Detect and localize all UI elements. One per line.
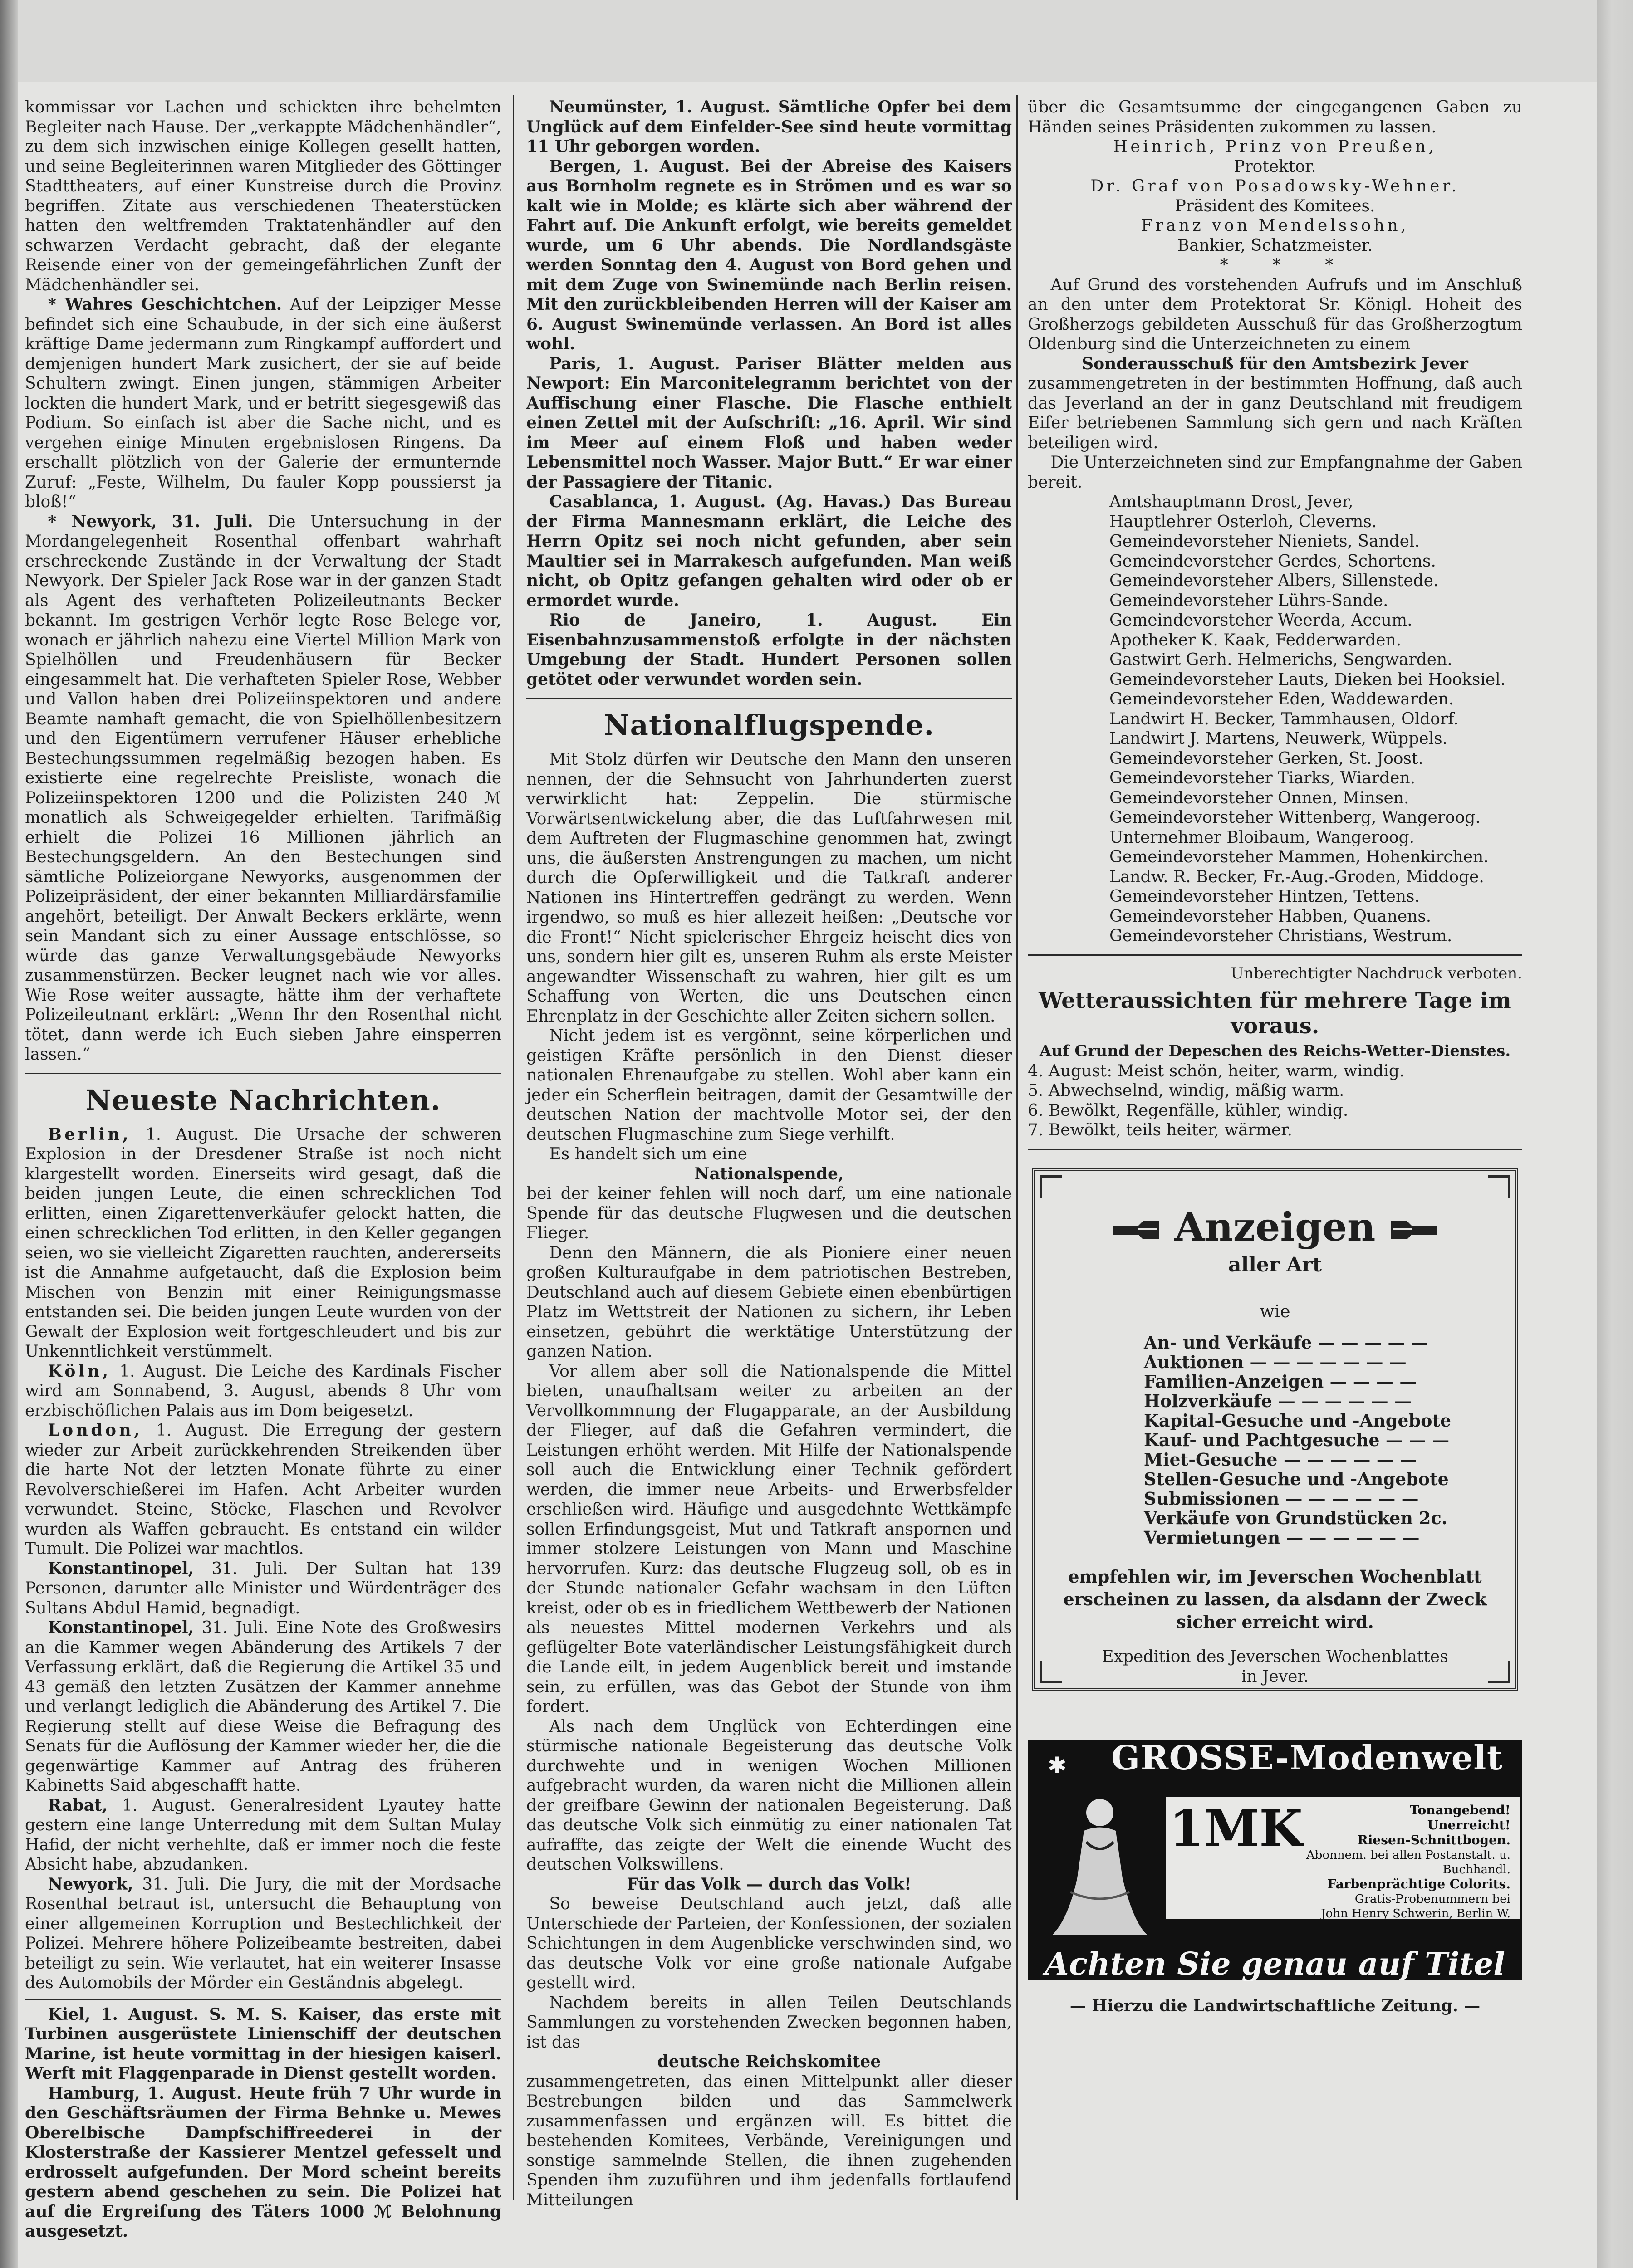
committee-member: Amtshauptmann Drost, Jever,	[1109, 493, 1353, 511]
committee-member: Gemeindevorsteher Albers, Sillenstede.	[1109, 572, 1439, 590]
fashion-lady-illustration	[1043, 1788, 1157, 1937]
ad2-price: 1MK	[1169, 1799, 1303, 1857]
ad2-info-box	[1166, 1797, 1520, 1919]
committee-member: Apotheker K. Kaak, Fedderwarden.	[1109, 631, 1402, 650]
separator-stars: * * *	[1220, 256, 1353, 274]
ad-category-item: An- und Verkäufe — — — — —	[1144, 1332, 1428, 1353]
ad-title	[1062, 1202, 1488, 1252]
page-binding-shadow	[0, 0, 18, 2268]
ad2-slogan: Achten Sie genau auf Titel	[1045, 1946, 1505, 1982]
ornament-corner	[1488, 1661, 1510, 1683]
ad-category-item: Holzverkäufe — — — — — —	[1144, 1390, 1412, 1411]
divider	[526, 698, 1012, 699]
news-text: 31. Juli. Der Sultan hat 139 Personen, darunter alle Minister und Würdenträger des Sultans Abdul Hamid, begnadigt.	[25, 1559, 501, 1618]
news-item	[25, 1796, 501, 1875]
news-text: 31. Juli. Die Jury, die mit der Mordsache Rosenthal betraut ist, untersucht die Behauptung von einer allgemeinen Korruption und Bestechlichkeit der Polizei. Mehrere höhere Polizeibeamte bestreiten, dabei beteiligt zu sein. Wie verlautet, hat ein weiterer Insasse des Automobils der Mörder ein Geständnis abgelegt.	[25, 1875, 501, 1992]
paragraph: bei der keiner fehlen will noch darf, um eine nationale Spende für das deutsche Flugwesen und die deutschen Flieger.	[526, 1184, 1012, 1242]
weather-forecast-day: 5. Abwechselnd, windig, mäßig warm.	[1028, 1081, 1344, 1100]
advertisement-anzeigen	[1032, 1168, 1518, 1691]
news-item	[25, 1125, 501, 1362]
dateline: Berlin,	[48, 1124, 132, 1144]
ad-line: Expedition des Jeverschen Wochenblattes	[1102, 1647, 1448, 1666]
ad2-line: Gratis-Probenummern bei	[1354, 1892, 1510, 1906]
divider	[25, 1073, 501, 1074]
dateline: Konstantinopel,	[48, 1559, 194, 1578]
ad-line: empfehlen wir, im Jeverschen Wochenblatt	[1068, 1566, 1482, 1587]
paragraph: über die Gesamtsumme der eingegangenen Gaben zu Händen seines Präsidenten zukommen zu lassen.	[1028, 98, 1522, 137]
ad-category-list	[1144, 1333, 1488, 1547]
paragraph: Nicht jedem ist es vergönnt, seine körperlichen und geistigen Kräfte persönlich in den Dienst dieser nationalen Ehrenaufgabe zu stellen. Wohl aber kann ein jeder ein Scherflein beitragen, damit der Gesamtwille der deutschen Nation der machtvolle Motor sei, der den deutschen Flugmaschine zum Siege verhilft.	[526, 1026, 1012, 1144]
ornament-corner	[1488, 1175, 1510, 1198]
ad-line: erscheinen zu lassen, da alsdann der Zweck	[1063, 1589, 1487, 1609]
article-heading: * Newyork, 31. Juli.	[48, 512, 253, 531]
committee-member: Gastwirt Gerh. Helmerichs, Sengwarden.	[1109, 650, 1452, 669]
news-item-kiel: Kiel, 1. August. S. M. S. Kaiser, das erste mit Turbinen ausgerüstete Linienschiff der deutschen Marine, ist heute vormittag in der hiesigen kaiserl. Werft mit Flaggenparade in Dienst gestellt worden.	[25, 2004, 501, 2083]
telegram-rio: Rio de Janeiro, 1. August. Ein Eisenbahnzusammenstoß erfolgte in der nächsten Umgebung der Stadt. Hundert Personen sollen getötet oder verwundet worden sein.	[526, 611, 1012, 689]
telegram-neumuenster: Neumünster, 1. August. Sämtliche Opfer bei dem Unglück auf dem Einfelder-See sind heute vormittag 11 Uhr geborgen worden.	[526, 98, 1012, 156]
dateline: Köln,	[48, 1361, 111, 1381]
supplement-note: — Hierzu die Landwirtschaftliche Zeitung. —	[1069, 1996, 1481, 2015]
news-item	[25, 1559, 501, 1618]
committee-member: Gemeindevorsteher Eden, Waddewarden.	[1109, 690, 1454, 709]
paragraph: Auf Grund des vorstehenden Aufrufs und im Anschluß an den unter dem Protektorat Sr. Königl. Hoheit des Großherzogs gebildeten Ausschuß für das Großherzogtum Oldenburg sind die Unterzeichneten zu einem	[1028, 275, 1522, 353]
committee-member: Landw. R. Becker, Fr.-Aug.-Groden, Middoge.	[1109, 867, 1484, 886]
divider	[1028, 954, 1522, 956]
ad-wie: wie	[1260, 1301, 1290, 1321]
ad-category-item: Submissionen — — — — — —	[1144, 1488, 1419, 1509]
dateline: Konstantinopel,	[48, 1618, 194, 1637]
article-newyork	[25, 512, 501, 1065]
section-heading-nationalflugspende: Nationalflugspende.	[603, 709, 935, 742]
section-heading-neueste-nachrichten: Neueste Nachrichten.	[85, 1083, 441, 1117]
paragraph: zusammengetreten, das einen Mittelpunkt aller dieser Bestrebungen bilden und das Sammelwerk zusammenfassen und ergänzen will. Es bittet die bestehenden Komitees, Verbände, Vereinigungen und sonstige sammelnde Stellen, die ihnen zugehenden Spenden ihm zuzuführen und ihm jedenfalls fortlaufend Mitteilungen	[526, 2072, 1012, 2209]
dateline: Rabat,	[48, 1795, 108, 1815]
ad2-line: Farbenprächtige Colorits.	[1327, 1876, 1510, 1892]
ad2-line: Riesen-Schnittbogen.	[1357, 1832, 1510, 1848]
ad-line: in Jever.	[1241, 1667, 1309, 1686]
divider	[25, 1999, 501, 2000]
ornament-corner	[1040, 1175, 1062, 1198]
paragraph: Die Unterzeichneten sind zur Empfangnahme der Gaben bereit.	[1028, 453, 1522, 492]
committee-member: Hauptlehrer Osterloh, Cleverns.	[1109, 512, 1377, 531]
telegram-paris: Paris, 1. August. Pariser Blätter melden aus Newport: Ein Marconitelegramm berichtet von der Auffischung einer Flasche. Die Flasche enthielt einen Zettel mit der Aufschrift: „16. April. Wir sind im Meer auf einem Floß und haben weder Lebensmittel noch Wasser. Major Butt.“ Er war einer der Passagiere der Titanic.	[526, 354, 1012, 492]
ad-recommendation	[1062, 1565, 1488, 1633]
star-icon: ✱	[1048, 1752, 1067, 1779]
article-wahres-geschichtchen	[25, 295, 501, 512]
committee-member: Gemeindevorsteher Habben, Quanens.	[1109, 907, 1432, 926]
column-2	[526, 98, 1012, 2229]
ad2-line: Abonnem. bei allen Postanstalt. u. Buchhandl.	[1306, 1848, 1510, 1877]
ad-category-item: Miet-Gesuche — — — — — —	[1144, 1449, 1417, 1470]
committee-list	[1109, 492, 1522, 946]
weather-forecast-day: 7. Bewölkt, teils heiter, wärmer.	[1028, 1121, 1292, 1139]
news-item	[25, 1618, 501, 1796]
ad2-line: John Henry Schwerin, Berlin W.	[1321, 1906, 1510, 1921]
committee-member: Gemeindevorsteher Gerken, St. Joost.	[1109, 749, 1423, 768]
ad-category-item: Verkäufe von Grundstücken 2c.	[1144, 1507, 1447, 1528]
ad-title-text: Anzeigen	[1174, 1204, 1376, 1250]
signatory-title: Bankier, Schatzmeister.	[1177, 236, 1373, 255]
subheading-nationalspende: Nationalspende,	[694, 1164, 844, 1183]
ad-subtitle: aller Art	[1228, 1253, 1322, 1276]
weather-heading: Wetteraussichten für mehrere Tage im voraus.	[1039, 988, 1511, 1039]
news-text: 1. August. Die Leiche des Kardinals Fischer wird am Sonnabend, 3. August, abends 8 Uhr vom erzbischöflichen Palais aus im Dom beigesetzt.	[25, 1362, 501, 1420]
paragraph: Denn den Männern, die als Pioniere einer neuen großen Kulturaufgabe in dem patriotischen Bestreben, Deutschland auch auf diesem Gebiete einen ebenbürtigen Platz im Wettstreit der Nationen zu sichern, ihr Leben einsetzen, gebührt die werktätige Unterstützung der ganzen Nation.	[526, 1243, 1012, 1361]
telegram-casablanca: Casablanca, 1. August. (Ag. Havas.) Das Bureau der Firma Mannesmann erklärt, die Leiche des Herrn Opitz sei noch nicht gefunden, aber sein Maultier sei in Marrakesch aufgefunden. Man weiß nicht, ob Opitz gefangen gehalten wird oder ob er ermordet wurde.	[526, 492, 1012, 610]
weather-forecast-day: 4. August: Meist schön, heiter, warm, windig.	[1028, 1061, 1405, 1080]
ad-category-item: Auktionen — — — — — — —	[1144, 1351, 1407, 1372]
ad2-line: Unerreicht!	[1427, 1817, 1510, 1833]
column-rule-2	[1016, 95, 1018, 2200]
article-heading: * Wahres Geschichtchen.	[48, 295, 282, 314]
committee-member: Gemeindevorsteher Christians, Westrum.	[1109, 927, 1452, 945]
committee-member: Gemeindevorsteher Lührs-Sande.	[1109, 591, 1388, 610]
committee-member: Gemeindevorsteher Tiarks, Wiarden.	[1109, 769, 1416, 787]
committee-member: Gemeindevorsteher Gerdes, Schortens.	[1109, 552, 1436, 571]
news-item	[25, 1362, 501, 1421]
committee-member: Landwirt J. Martens, Neuwerk, Wüppels.	[1109, 729, 1447, 748]
committee-member: Gemeindevorsteher Wittenberg, Wangeroog.	[1109, 808, 1481, 827]
slogan: Für das Volk — durch das Volk!	[627, 1874, 912, 1894]
ornament-corner	[1040, 1661, 1062, 1683]
news-item	[25, 1421, 501, 1559]
paragraph: So beweise Deutschland auch jetzt, daß alle Unterschiede der Parteien, der Konfessionen, der sozialen Schichtungen in dem Augenblicke verschwinden sind, wo das deutsche Volk vor eine große nationale Aufgabe gestellt wird.	[526, 1895, 1012, 1992]
news-text: 1. August. Die Ursache der schweren Explosion in der Dresdener Straße ist noch nicht klargestellt worden. Einerseits wird gesagt, daß die beiden jungen Leute, die einen schrecklichen Tod erlitten, einen Zigarettenverkäufer gelockt hatten, die einen schrecklichen Tod erlitten, in den Keller gegangen seien, wo sie vielleicht Zigaretten rauchten, andererseits ist die Annahme aufgetaucht, daß die Explosion beim Mischen von Benzin mit einer Reinigungsmasse entstanden sei. Die beiden jungen Leute wurden von der Gewalt der Explosion weit fortgeschleudert und bis zur Unkenntlichkeit verstümmelt.	[25, 1125, 501, 1361]
committee-member: Gemeindevorsteher Mammen, Hohenkirchen.	[1109, 848, 1489, 866]
committee-member: Landwirt H. Becker, Tammhausen, Oldorf.	[1109, 709, 1459, 728]
dateline: London,	[48, 1421, 143, 1440]
committee-member: Gemeindevorsteher Nieniets, Sandel.	[1109, 532, 1420, 551]
signatory-title: Präsident des Komitees.	[1175, 196, 1375, 215]
subheading-reichskomitee: deutsche Reichskomitee	[657, 2052, 881, 2071]
ad2-line: Tonangebend!	[1409, 1802, 1510, 1818]
pointing-hand-icon	[1111, 1217, 1161, 1244]
news-text: 1. August. Generalresident Lyautey hatte gestern eine lange Unterredung mit dem Sultan Mulay Hafid, der nicht verhehlte, daß er immer noch die feste Absicht habe, abzudanken.	[25, 1796, 501, 1874]
column-3	[1028, 98, 1522, 2229]
ad-line: sicher erreicht wird.	[1176, 1611, 1374, 1632]
article-continuation: kommissar vor Lachen und schickten ihre behelmten Begleiter nach Hause. Der „verkappte Mädchenhändler“, zu dem sich inzwischen einige Kollegen gesellt hatten, und seine Begleiterinnen waren Mitglieder des Göttinger Stadttheaters, auf einer Kunstreise durch die Provinz begriffen. Zitate aus verschiedenen Theaterstücken hatten den weltfremden Traktatenhändler auf den schwarzen Verdacht gebracht, daß der elegante Reisende einer von der gemeingefährlichen Zunft der Mädchenhändler sei.	[25, 98, 501, 294]
news-text: 1. August. Die Erregung der gestern wieder zur Arbeit zurückkehrenden Streikenden über die harte Not der letzten Monate führte zu einer Revolverschießerei im Hafen. Acht Arbeiter wurden verwundet. Steine, Stöcke, Flaschen und Revolver wurden als Waffen gebraucht. Es entstand ein wilder Tumult. Die Polizei war machtlos.	[25, 1421, 501, 1558]
ad-category-item: Stellen-Gesuche und -Angebote	[1144, 1468, 1449, 1489]
paragraph: Vor allem aber soll die Nationalspende die Mittel bieten, unaufhaltsam weiter zu arbeiten an der Vervollkommnung der Flugapparate, an der Ausbildung der Flieger, auf daß die Gefahren vermindert, die Leistungen erhöht werden. Mit Hilfe der Nationalspende soll auch die Entwicklung einer Technik gefördert werden, die immer neue Arbeits- und Erwerbsfelder erschließen wird. Häufige und ausgedehnte Wettkämpfe sollen Erfindungsgeist, Mut und Tatkraft anspornen und immer stolzere Leistungen von Mann und Maschine hervorrufen. Kurz: das deutsche Flugzeug soll, ob es in der Stunde nationaler Gefahr wachsam in den Lüften kreist, oder ob es in friedlichem Wettbewerb der Nationen als neuestes Mittel modernen Verkehrs und als geflügelter Bote vaterländischer Leistungsfähigkeit durch die Lande eilt, in jedem Augenblick bereit und imstande sein, zu erfüllen, was das Gebot der Stunde von ihm fordert.	[526, 1362, 1012, 1716]
divider	[1028, 1149, 1522, 1150]
news-text: 31. Juli. Eine Note des Großwesirs an die Kammer wegen Abänderung des Artikels 7 der Verfassung erklärt, daß die Regierung die Artikel 35 und 43 gemäß den letzten Zusätzen der Kammer annehme und verlangt lediglich die Abänderung des Artikel 7. Die Regierung stellt auf diese Weise die Befragung des Senats für die Auflösung der Kammer wieder her, die die gegenwärtige Kammer auf Antrag des früheren Kabinetts Said abgeschafft hatte.	[25, 1618, 501, 1795]
ad2-title: GROSSE-Modenwelt	[1111, 1738, 1503, 1778]
article-body: Auf der Leipziger Messe befindet sich eine Schaubude, in der sich eine äußerst kräftige Dame jedermann zum Ringkampf auffordert und demjenigen hundert Mark zusichert, der sie auf beide Schultern zwingt. Einen jungen, stämmigen Arbeiter lockten die hundert Mark, und er betritt siegesgewiß das Podium. So einfach ist aber die Sache nicht, und es vergehen einige Minuten ergebnislosen Ringens. Da erschallt plötzlich von der Galerie der ermunternde Zuruf: „Feste, Wilhelm, Du fauler Kopp poussierst ja bloß!“	[25, 295, 501, 511]
weather-list	[1028, 1061, 1522, 1140]
news-item-hamburg: Hamburg, 1. August. Heute früh 7 Uhr wurde in den Geschäftsräumen der Firma Behnke u. Mewes Oberelbische Dampfschiffreederei in der Klosterstraße der Kassierer Mentzel gefesselt und erdrosselt aufgefunden. Der Mord scheint bereits gestern abend geschehen zu sein. Die Polizei hat auf die Ergreifung des Täters 1000 ℳ Belohnung ausgesetzt.	[25, 2083, 501, 2241]
paragraph: Mit Stolz dürfen wir Deutsche den Mann den unseren nennen, der die Sehnsucht von Jahrhunderten zuerst verwirklicht hat: Zeppelin. Die stürmische Vorwärtsentwickelung aber, die das Luftfahrwesen mit dem Auftreten der Flugmaschine genommen hat, zwingt uns, die äußersten Anstrengungen zu machen, um nicht durch die Opferwilligkeit und die Tatkraft anderer Nationen ins Hintertreffen gedrängt zu werden. Wenn irgendwo, so muß es hier allezeit heißen: „Deutsche vor die Front!“ Nicht spielerischer Ehrgeiz heischt dies von uns, sondern hier gilt es, unseren Ruhm als erste Meister angewandter Wissenschaft zu wahren, hier gilt es um Schaffung von Werten, die uns Deutschen einen Ehrenplatz in der Geschichte aller Zeiten sichern sollen.	[526, 750, 1012, 1026]
paragraph: Es handelt sich um eine	[549, 1145, 748, 1163]
ad-category-item: Kapital-Gesuche und -Angebote	[1144, 1410, 1452, 1431]
news-item	[25, 1875, 501, 1993]
committee-member: Unternehmer Bloibaum, Wangeroog.	[1109, 828, 1415, 847]
committee-member: Gemeindevorsteher Hintzen, Tettens.	[1109, 887, 1420, 906]
committee-member: Gemeindevorsteher Weerda, Accum.	[1109, 611, 1412, 630]
ad-category-item: Vermietungen — — — — — —	[1144, 1527, 1420, 1548]
ad2-details	[1261, 1803, 1510, 1921]
telegram-bergen: Bergen, 1. August. Bei der Abreise des Kaisers aus Bornholm regnete es in Strömen und es war so kalt wie in Molde; es klärte sich aber während der Fahrt auf. Die Ankunft erfolgt, wie bereits gemeldet wurde, um 6 Uhr abends. Die Nordlandsgäste werden Sonntag den 4. August von Bord gehen und mit dem Zuge von Swinemünde nach Berlin reisen. Mit den zurückbleibenden Herren will der Kaiser am 6. August Swinemünde verlassen. An Bord ist alles wohl.	[526, 156, 1012, 353]
paragraph: Nachdem bereits in allen Teilen Deutschlands Sammlungen zu vorstehenden Zwecken begonnen haben, ist das	[526, 1993, 1012, 2052]
ad-category-item: Kauf- und Pachtgesuche — — —	[1144, 1429, 1450, 1450]
pointing-hand-icon	[1389, 1217, 1439, 1244]
article-body: Die Untersuchung in der Mordangelegenheit Rosenthal offenbart wahrhaft erschreckende Zustände in der Verwaltung der Stadt Newyork. Der Spieler Jack Rose war in der ganzen Stadt als Agent des verhafteten Polizeileutnants Becker bekannt. Im gestrigen Verhör legte Rose Belege vor, wonach er jährlich nahezu eine Viertel Million Mark von Spielhöllen und Freudenhäusern für Becker eingesammelt hat. Die verhafteten Spieler Rose, Webber und Vallon haben drei Polizeiinspektoren und andere Beamte namhaft gemacht, die von Spielhöllenbesitzern und den Eigentümern verrufener Häuser erhebliche Bestechungssummen regelmäßig bezogen haben. Es existierte eine regelrechte Preisliste, wonach die Polizeiinspektoren 1200 und die Polizisten 240 ℳ monatlich als Schweigegelder erhielten. Tarifmäßig erhielt die Polizei 16 Millionen jährlich an Bestechungsgeldern. An den Bestechungen sind sämtliche Polizeiorgane Newyorks, ausgenommen der Polizeipräsident, der einer bekannten Milliardärsfamilie angehört, beteiligt. Der Anwalt Beckers erklärte, wenn sein Mandant sich zu einer Aussage entschlösse, so würde das ganze Verwaltungsgebäude Newyorks zusammenstürzen. Becker leugnet nach wie vor alles. Wie Rose weiter aussagte, hätte ihm der verhaftete Polizeileutnant erklärt: „Wenn Ihr den Rosenthal nicht tötet, dann werde ich Euch sieben Jahre einsperren lassen.“	[25, 512, 501, 1064]
ad-category-item: Familien-Anzeigen — — — —	[1144, 1371, 1417, 1392]
paragraph: zusammengetreten in der bestimmten Hoffnung, daß auch das Jeverland an der in ganz Deutschland mit freudigem Eifer betriebenen Sammlung sich gern und nach Kräften beteiligen wird.	[1028, 374, 1522, 452]
ad-publisher	[1062, 1647, 1488, 1687]
signatory-name: Heinrich, Prinz von Preußen,	[1113, 137, 1437, 156]
signatory-name: Franz von Mendelssohn,	[1141, 216, 1409, 235]
page-edge	[1597, 0, 1633, 2268]
paragraph: Als nach dem Unglück von Echterdingen eine stürmische nationale Begeisterung das deutsche Volk durchwehte und in wenigen Wochen Millionen aufgebracht wurden, da waren nicht die Millionen allein der greifbare Gewinn der nationalen Begeisterung. Daß das deutsche Volk sich einmütig zu einer nationalen Tat aufraffte, das zeigte der Welt die einende Wucht des deutschen Volkswillens.	[526, 1717, 1012, 1874]
weather-forecast-day: 6. Bewölkt, Regenfälle, kühler, windig.	[1028, 1101, 1349, 1120]
subheading-sonderausschuss: Sonderausschuß für den Amtsbezirk Jever	[1082, 354, 1468, 373]
column-1	[25, 98, 501, 2241]
column-rule-1	[513, 95, 514, 2200]
committee-member: Gemeindevorsteher Lauts, Dieken bei Hooksiel.	[1109, 670, 1506, 689]
weather-source: Auf Grund der Depeschen des Reichs-Wetter-Dienstes.	[1039, 1042, 1511, 1060]
signatory-name: Dr. Graf von Posadowsky-Wehner.	[1090, 177, 1460, 196]
committee-member: Gemeindevorsteher Onnen, Minsen.	[1109, 788, 1409, 807]
reprint-notice: Unberechtigter Nachdruck verboten.	[1231, 964, 1522, 982]
advertisement-grosse-modenwelt	[1028, 1740, 1522, 1980]
signatory-title: Protektor.	[1234, 157, 1316, 176]
dateline: Newyork,	[48, 1874, 133, 1894]
